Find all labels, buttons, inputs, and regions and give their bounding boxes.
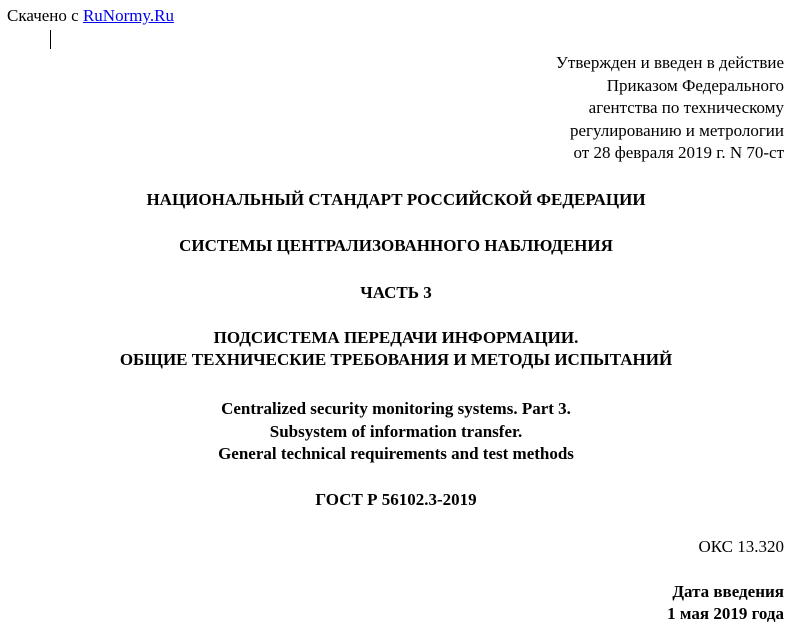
subsystem-title-line: ПОДСИСТЕМА ПЕРЕДАЧИ ИНФОРМАЦИИ.	[213, 328, 579, 347]
english-title	[0, 398, 792, 466]
source-prefix: Скачено с	[7, 6, 79, 25]
approval-line: Приказом Федерального	[606, 75, 784, 95]
approval-line: агентства по техническому	[588, 98, 784, 117]
english-title-line: Subsystem of information transfer.	[269, 421, 523, 441]
source-link[interactable]: RuNormy.Ru	[82, 6, 174, 25]
oks-code: ОКС 13.320	[698, 537, 784, 556]
subsystem-title-line: ОБЩИЕ ТЕХНИЧЕСКИЕ ТРЕБОВАНИЯ И МЕТОДЫ ИСПЫТАНИЙ	[119, 349, 673, 369]
systems-title: СИСТЕМЫ ЦЕНТРАЛИЗОВАННОГО НАБЛЮДЕНИЯ	[179, 236, 613, 255]
text-cursor	[50, 30, 51, 49]
english-title-line: General technical requirements and test methods	[218, 444, 574, 463]
part-heading: ЧАСТЬ 3	[360, 283, 432, 302]
source-line	[7, 6, 174, 26]
approval-line: регулированию и метрологии	[569, 120, 784, 140]
english-title-line: Centralized security monitoring systems. Part 3.	[221, 399, 571, 418]
approval-block	[556, 52, 784, 165]
approval-line: от 28 февраля 2019 г. N 70-ст	[573, 143, 784, 162]
national-standard-heading: НАЦИОНАЛЬНЫЙ СТАНДАРТ РОССИЙСКОЙ ФЕДЕРАЦИИ	[146, 190, 646, 209]
introduction-label: Дата введения	[672, 582, 784, 601]
gost-code: ГОСТ Р 56102.3-2019	[315, 490, 477, 509]
approval-line: Утвержден и введен в действие	[555, 53, 784, 72]
introduction-date-block	[667, 581, 784, 625]
introduction-date: 1 мая 2019 года	[667, 604, 784, 623]
subsystem-title	[0, 327, 792, 370]
